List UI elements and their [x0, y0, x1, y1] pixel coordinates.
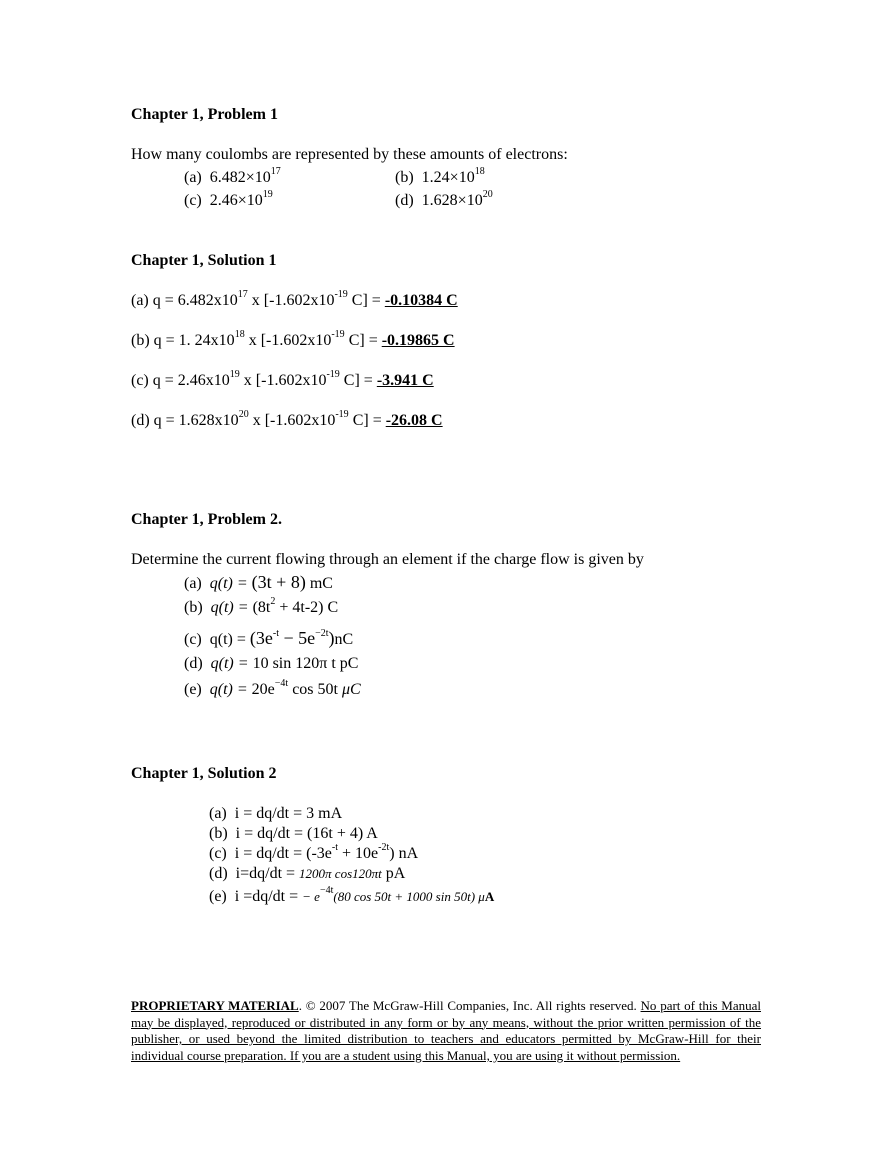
problem1-heading: Chapter 1, Problem 1 — [131, 106, 278, 123]
problem1-part-c: (c) $2.46\times 10^{19}$ — [184, 188, 273, 209]
solution2-line-d: (d) i=dq/dt = 1200π cos120πt pA — [209, 865, 406, 882]
solution1-line-b: (b) q = 1. $24x10^{18}$ x [$-1.602x10^{-19}$ C] = -0.19865 C — [131, 328, 455, 349]
proprietary-label: PROPRIETARY MATERIAL — [131, 998, 299, 1013]
copyright-text: . © 2007 The McGraw-Hill Companies, Inc. All rights reserved. — [298, 998, 641, 1013]
solution2-line-c: (c) $i = dq/dt = (-3e^{-t} + 10e^{-2t})$ nA — [209, 841, 419, 862]
solution1-line-a: (a) $q = 6.482x10^{17}$ x [$-1.602x10^{-19}$ C] = -0.10384 C — [131, 288, 458, 309]
solution2-line-e: (e) i =dq/dt = − $e^{-4t}(80$ cos 50t + 1000 sin 50t) μA — [209, 884, 495, 905]
solution1-answer-a: -0.10384 C — [384, 292, 458, 309]
solution1-answer-d: -26.08 C — [385, 412, 443, 429]
proprietary-notice — [131, 998, 761, 1064]
solution1-line-d: (d) $q = 1.628x10^{20}$ x [$-1.602x10^{-19}$ C] = -26.08 C — [131, 408, 443, 429]
usage-restriction-text: No part of this Manual may be displayed, reproduced or distributed in any form or by any means, without the prior written permission of the publisher, or used beyond the limited distribution to teachers and educators permitted by McGraw-Hill for their individual course preparation. If you are a student using this Manual, you are using it without permission. — [131, 998, 761, 1063]
solution2-line-a: (a) i = dq/dt = 3 mA — [209, 805, 343, 822]
problem2-part-e: (e) $q(t) = 20e^{-4t}$ cos 50t μC — [184, 677, 361, 698]
solution1-answer-c: -3.941 C — [376, 372, 434, 389]
problem2-part-c: (c) $q(t) = (3e^{-t} - 5e^{-2t})nC$ — [184, 627, 354, 648]
problem1-question: How many coulombs are represented by these amounts of electrons: — [131, 146, 568, 163]
problem1-part-d: (d) $1.628\times 10^{20}$ — [395, 188, 493, 209]
solution2-line-b: (b) i = dq/dt = (16t + 4) A — [209, 825, 378, 842]
solution1-answer-b: -0.19865 C — [381, 332, 455, 349]
solution1-heading: Chapter 1, Solution 1 — [131, 252, 277, 269]
problem2-part-b: (b) $q(t) = (8t^2 + 4t-2)$ C — [184, 595, 339, 616]
problem2-heading: Chapter 1, Problem 2. — [131, 511, 282, 528]
problem2-part-a: (a) q(t) = (3t + 8) mC — [184, 572, 333, 592]
solution2-heading: Chapter 1, Solution 2 — [131, 765, 277, 782]
problem1-part-a: (a) $6.482\times 10^{17}$ — [184, 165, 281, 186]
solution1-line-c: (c) $q = 2.46x10^{19}$ x [$-1.602x10^{-19}$ C] = -3.941 C — [131, 368, 434, 389]
problem2-question: Determine the current flowing through an element if the charge flow is given by — [131, 551, 644, 568]
problem2-part-d: (d) q(t) = 10 sin 120π t pC — [184, 655, 359, 672]
problem1-part-b: (b) $1.24\times 10^{18}$ — [395, 165, 485, 186]
